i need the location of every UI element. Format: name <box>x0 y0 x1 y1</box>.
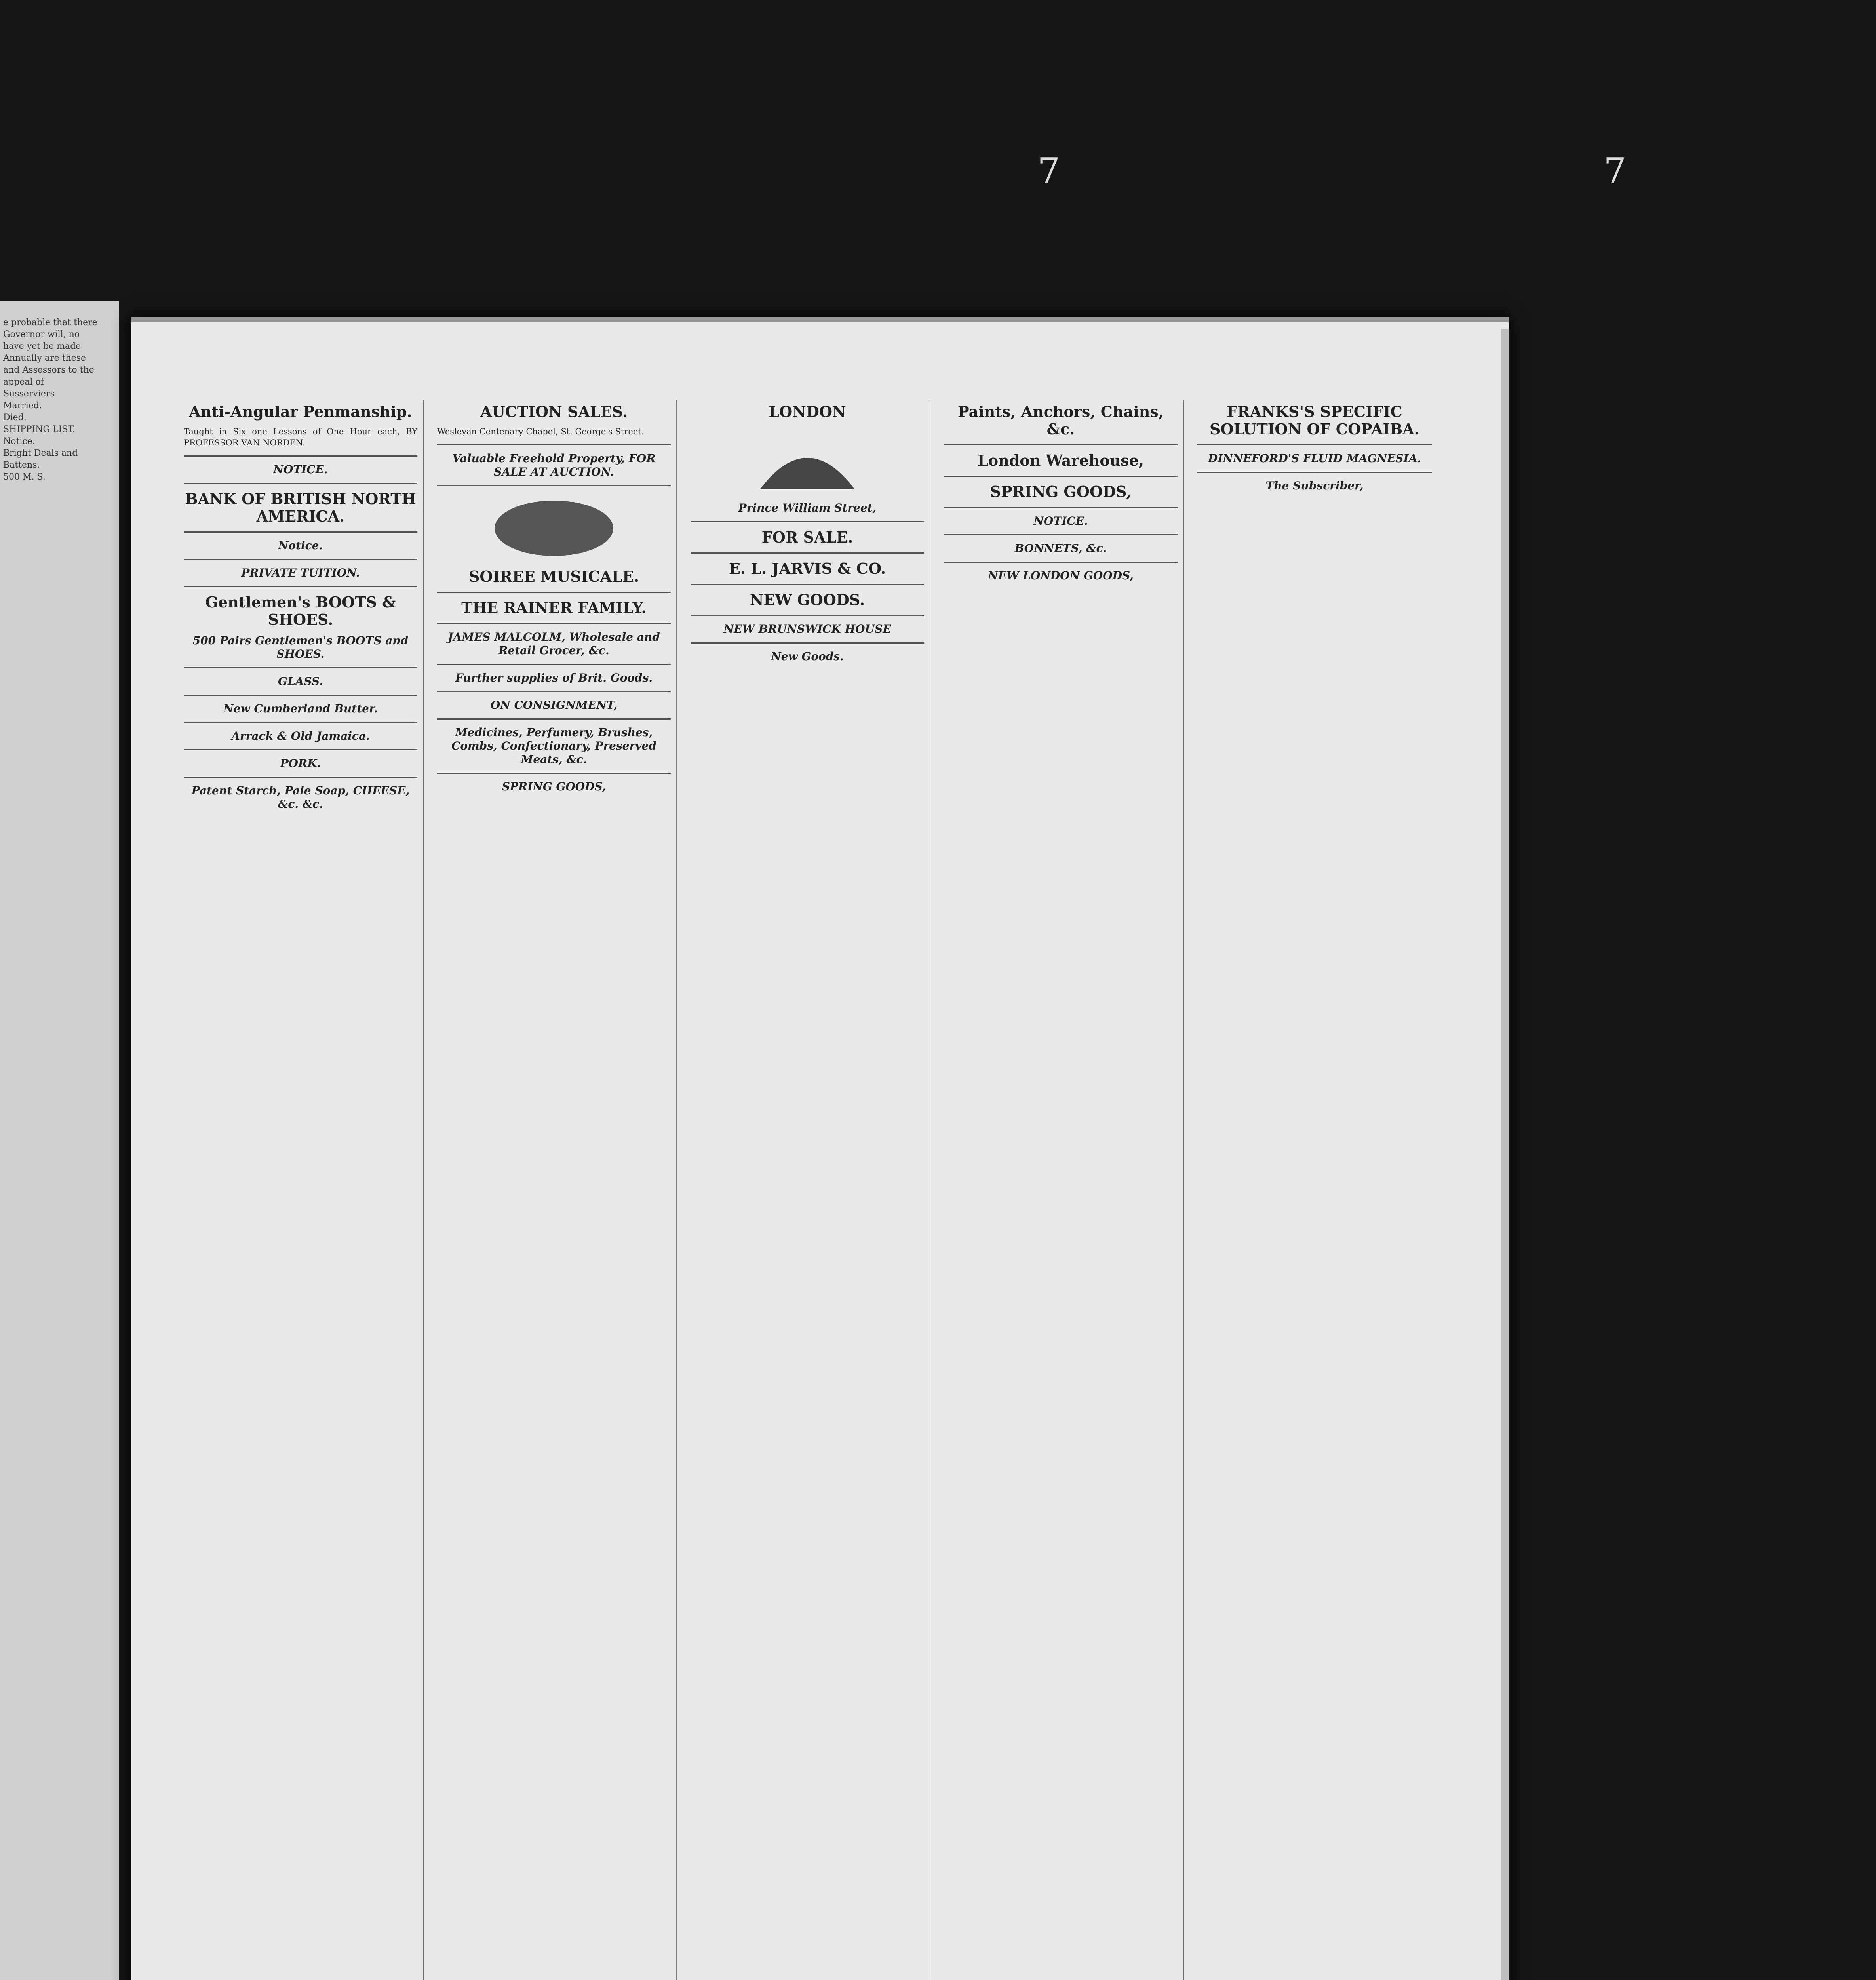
column-1-title: Anti-Angular Penmanship. <box>189 403 412 421</box>
col2-item-6: ON CONSIGNMENT, <box>490 699 618 712</box>
col4-item-2: NOTICE. <box>1033 514 1088 527</box>
royal-arms-crest <box>736 426 879 497</box>
col3-item-1: FOR SALE. <box>761 528 853 546</box>
top-rule <box>131 317 1509 322</box>
col2-item-4: JAMES MALCOLM, Wholesale and Retail Grocer, &c. <box>448 630 660 657</box>
col5-item-0: DINNEFORD'S FLUID MAGNESIA. <box>1208 452 1421 465</box>
col1-item-10: PORK. <box>280 757 321 770</box>
col4-item-3: BONNETS, &c. <box>1014 542 1107 555</box>
col2-item-0: Wesleyan Centenary Chapel, St. George's Street. <box>437 427 644 436</box>
col1-item-9: Arrack & Old Jamaica. <box>231 729 370 742</box>
col1-item-2: BANK OF BRITISH NORTH AMERICA. <box>185 490 416 525</box>
col1-item-0: Taught in Six one Lessons of One Hour each, BY PROFESSOR VAN NORDEN. <box>184 427 417 447</box>
col1-item-8: New Cumberland Butter. <box>223 702 378 715</box>
col1-item-3: Notice. <box>278 539 323 552</box>
col4-item-0: London Warehouse, <box>977 451 1144 469</box>
page-edge <box>1501 329 1509 1980</box>
col2-item-5: Further supplies of Brit. Goods. <box>455 671 653 684</box>
col5-item-1: The Subscriber, <box>1265 479 1364 492</box>
col2-item-2: SOIREE MUSICALE. <box>468 567 639 585</box>
col1-item-7: GLASS. <box>278 675 323 688</box>
column-4 <box>938 400 1184 1980</box>
column-5-title: FRANKS'S SPECIFIC SOLUTION OF COPAIBA. <box>1210 403 1419 438</box>
col2-item-1: Valuable Freehold Property, FOR SALE AT AUCTION. <box>452 452 656 478</box>
col2-item-3: THE RAINER FAMILY. <box>461 599 647 617</box>
col1-item-5: Gentlemen's BOOTS & SHOES. <box>205 593 396 628</box>
col2-item-7: Medicines, Perfumery, Brushes, Combs, Confectionary, Preserved Meats, &c. <box>451 726 656 766</box>
column-3 <box>685 400 930 1980</box>
col1-item-1: NOTICE. <box>273 463 328 476</box>
frame-mark-left: 7 <box>1037 150 1060 192</box>
frame-mark-right: 7 <box>1604 150 1627 192</box>
col3-item-5: New Goods. <box>771 650 844 663</box>
col4-item-4: NEW LONDON GOODS, <box>988 569 1134 582</box>
col3-item-0: Prince William Street, <box>738 501 877 514</box>
col3-item-2: E. L. JARVIS & CO. <box>729 560 886 577</box>
col1-item-11: Patent Starch, Pale Soap, CHEESE, &c. &c. <box>191 784 410 811</box>
col4-item-1: SPRING GOODS, <box>990 483 1132 501</box>
column-4-title: Paints, Anchors, Chains, &c. <box>958 403 1164 438</box>
column-5 <box>1192 400 1437 1980</box>
column-2 <box>432 400 677 1980</box>
previous-page-fragment <box>0 301 119 1980</box>
col3-item-4: NEW BRUNSWICK HOUSE <box>723 623 891 636</box>
newspaper-page <box>131 317 1509 1980</box>
column-3-title: LONDON <box>769 403 846 421</box>
col1-item-4: PRIVATE TUITION. <box>241 566 360 579</box>
col2-item-8: SPRING GOODS, <box>502 780 606 793</box>
engraving-illustration <box>483 493 625 564</box>
col3-item-3: NEW GOODS. <box>750 591 865 609</box>
column-2-title: AUCTION SALES. <box>480 403 628 421</box>
col1-item-6: 500 Pairs Gentlemen's BOOTS and SHOES. <box>192 634 409 661</box>
column-1 <box>178 400 424 1980</box>
previous-page-text: e probable that there Governor will, no have yet be made Annually are these and Assessors to the appeal of Susserviers Married. Died. SHIPPING LIST. Notice. Bright Deals and Battens. 500 M. S. <box>3 318 97 482</box>
